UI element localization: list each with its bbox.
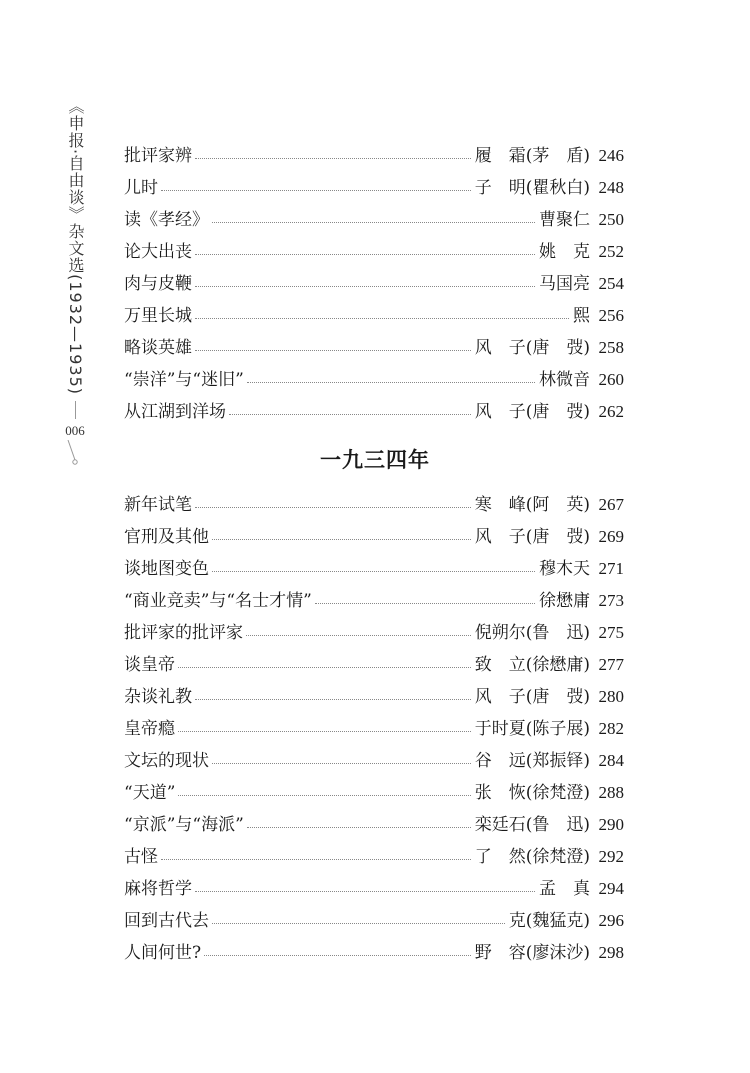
entry-page-number: 260 [598, 370, 624, 389]
dot-leader [195, 254, 535, 255]
entry-title: 万里长城 [124, 306, 192, 326]
side-divider [75, 401, 76, 419]
entry-page-number: 252 [598, 242, 624, 261]
entry-page-number: 296 [598, 911, 624, 930]
dot-leader [195, 158, 471, 159]
entry-author: 履 霜(茅 盾) [474, 146, 590, 166]
dot-leader [204, 955, 471, 956]
toc-entry [124, 713, 624, 745]
entry-title: 读《孝经》 [124, 210, 209, 230]
entry-page-number: 280 [598, 687, 624, 706]
entry-page-number: 267 [598, 495, 624, 514]
entry-page-number: 271 [598, 559, 624, 578]
dot-leader [195, 891, 535, 892]
entry-page-number: 292 [598, 847, 624, 866]
entry-title: 杂谈礼教 [124, 687, 192, 707]
entry-title: 论大出丧 [124, 242, 192, 262]
toc-section-1933 [124, 140, 624, 428]
dot-leader [212, 222, 535, 223]
entry-author: 子 明(瞿秋白) [474, 178, 590, 198]
toc-entry [124, 364, 624, 396]
toc-entry [124, 905, 624, 937]
dot-leader [315, 603, 535, 604]
dot-leader [195, 350, 471, 351]
toc-entry [124, 236, 624, 268]
entry-author: 风 子(唐 弢) [474, 527, 590, 547]
entry-title: 新年试笔 [124, 495, 192, 515]
dot-leader [247, 827, 471, 828]
dot-leader [247, 382, 535, 383]
dot-leader [195, 286, 535, 287]
entry-title: 批评家的批评家 [124, 623, 243, 643]
dot-leader [212, 763, 471, 764]
toc-entry [124, 489, 624, 521]
dot-leader [178, 731, 471, 732]
toc-entry [124, 937, 624, 969]
dot-leader [212, 923, 505, 924]
entry-author: 熙 [573, 306, 590, 326]
entry-author: 倪朔尔(鲁 迅) [474, 623, 590, 643]
entry-page-number: 282 [598, 719, 624, 738]
entry-title: 略谈英雄 [124, 338, 192, 358]
entry-author: 克(魏猛克) [508, 911, 590, 931]
entry-title: 古怪 [124, 847, 158, 867]
dot-leader [195, 507, 471, 508]
entry-title: 谈地图变色 [124, 559, 209, 579]
section-heading-1934: 一九三四年 [320, 448, 430, 472]
dot-leader [161, 859, 471, 860]
dot-leader [195, 699, 471, 700]
dot-leader [246, 635, 471, 636]
entry-author: 徐懋庸 [539, 591, 590, 611]
entry-author: 姚 克 [539, 242, 590, 262]
entry-title: 批评家辨 [124, 146, 192, 166]
entry-page-number: 248 [598, 178, 624, 197]
entry-author: 张 恢(徐梵澄) [474, 783, 590, 803]
toc-entry [124, 300, 624, 332]
entry-author: 于时夏(陈子展) [474, 719, 590, 739]
dot-leader [212, 539, 471, 540]
entry-page-number: 277 [598, 655, 624, 674]
entry-author: 栾廷石(鲁 迅) [474, 815, 590, 835]
entry-page-number: 250 [598, 210, 624, 229]
entry-title: “天道” [124, 783, 176, 803]
book-title-vertical: 《申报·自由谈》杂文选(1932—1935) [66, 98, 85, 396]
entry-page-number: 288 [598, 783, 624, 802]
entry-author: 风 子(唐 弢) [474, 402, 590, 422]
toc-entry [124, 649, 624, 681]
entry-title: “京派”与“海派” [124, 815, 244, 835]
toc-entry [124, 332, 624, 364]
entry-page-number: 290 [598, 815, 624, 834]
entry-author: 致 立(徐懋庸) [474, 655, 590, 675]
entry-author: 林微音 [539, 370, 590, 390]
entry-page-number: 256 [598, 306, 624, 325]
toc-entry [124, 268, 624, 300]
entry-title: 人间何世? [124, 943, 202, 963]
entry-author: 了 然(徐梵澄) [474, 847, 590, 867]
entry-title: 官刑及其他 [124, 527, 209, 547]
toc-entry [124, 172, 624, 204]
entry-page-number: 269 [598, 527, 624, 546]
toc-entry [124, 617, 624, 649]
toc-entry [124, 204, 624, 236]
toc-entry [124, 681, 624, 713]
entry-page-number: 246 [598, 146, 624, 165]
entry-author: 野 容(廖沫沙) [474, 943, 590, 963]
entry-title: “商业竞卖”与“名士才情” [124, 591, 312, 611]
entry-author: 风 子(唐 弢) [474, 338, 590, 358]
entry-page-number: 273 [598, 591, 624, 610]
entry-page-number: 284 [598, 751, 624, 770]
running-side-header [62, 98, 88, 439]
entry-page-number: 262 [598, 402, 624, 421]
entry-page-number: 294 [598, 879, 624, 898]
toc-entry [124, 396, 624, 428]
entry-title: 回到古代去 [124, 911, 209, 931]
toc-entry [124, 585, 624, 617]
entry-author: 马国亮 [539, 274, 590, 294]
entry-title: 谈皇帝 [124, 655, 175, 675]
toc-entry [124, 521, 624, 553]
toc-entry [124, 777, 624, 809]
entry-page-number: 298 [598, 943, 624, 962]
entry-author: 曹聚仁 [539, 210, 590, 230]
entry-title: 儿时 [124, 178, 158, 198]
entry-author: 穆木天 [539, 559, 590, 579]
entry-author: 孟 真 [539, 879, 590, 899]
dot-leader [178, 667, 471, 668]
entry-page-number: 258 [598, 338, 624, 357]
entry-page-number: 254 [598, 274, 624, 293]
entry-title: 文坛的现状 [124, 751, 209, 771]
toc-entry [124, 553, 624, 585]
toc-entry [124, 873, 624, 905]
entry-author: 谷 远(郑振铎) [474, 751, 590, 771]
dot-leader [212, 571, 535, 572]
toc-entry [124, 841, 624, 873]
entry-author: 风 子(唐 弢) [474, 687, 590, 707]
entry-title: 肉与皮鞭 [124, 274, 192, 294]
entry-title: “崇洋”与“迷旧” [124, 370, 244, 390]
dot-leader [195, 318, 569, 319]
entry-title: 麻将哲学 [124, 879, 192, 899]
toc-entry [124, 809, 624, 841]
dot-leader [178, 795, 470, 796]
entry-author: 寒 峰(阿 英) [474, 495, 590, 515]
entry-title: 皇帝瘾 [124, 719, 175, 739]
toc-section-1934 [124, 489, 624, 969]
folio-page-number: 006 [65, 423, 85, 439]
dot-leader [161, 190, 471, 191]
dot-leader [229, 414, 471, 415]
toc-entry [124, 745, 624, 777]
toc-entry [124, 140, 624, 172]
entry-title: 从江湖到洋场 [124, 402, 226, 422]
entry-page-number: 275 [598, 623, 624, 642]
